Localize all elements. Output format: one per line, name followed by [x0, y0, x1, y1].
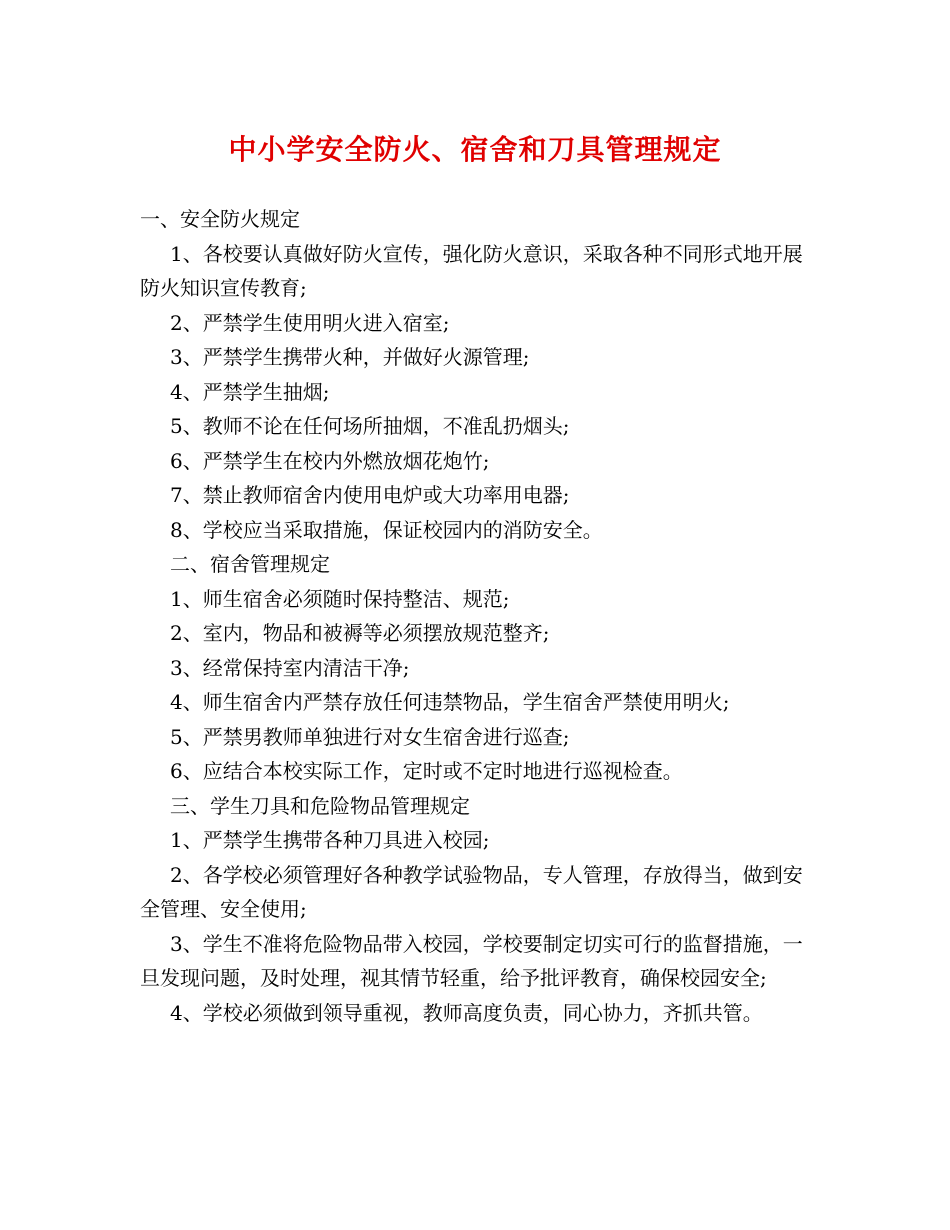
section-heading: 二、宿舍管理规定 [170, 552, 330, 576]
list-item: 4、师生宿舍内严禁存放任何违禁物品，学生宿舍严禁使用明火; [170, 690, 730, 714]
section-heading: 三、学生刀具和危险物品管理规定 [170, 793, 470, 818]
list-item: 6、应结合本校实际工作，定时或不定时地进行巡视检查。 [170, 759, 683, 783]
document-body [140, 202, 820, 1030]
list-item: 5、教师不论在任何场所抽烟，不准乱扔烟头; [170, 414, 570, 438]
section-heading: 一、安全防火规定 [140, 207, 300, 231]
list-item: 5、严禁男教师单独进行对女生宿舍进行巡查; [170, 724, 570, 749]
list-item: 3、经常保持室内清洁干净; [170, 655, 410, 680]
list-item: 8、学校应当采取措施，保证校园内的消防安全。 [170, 517, 603, 542]
list-item: 3、学生不准将危险物品带入校园，学校要制定切实可行的监督措施，一旦发现问题，及时处理，视其情节轻重，给予批评教育，确保校园安全; [140, 931, 803, 990]
list-item: 2、严禁学生使用明火进入宿室; [170, 310, 450, 335]
document-title: 中小学安全防火、宿舍和刀具管理规定 [228, 133, 722, 166]
list-item: 1、师生宿舍必须随时保持整洁、规范; [170, 586, 510, 611]
list-item: 4、学校必须做到领导重视，教师高度负责，同心协力，齐抓共管。 [170, 1000, 763, 1025]
list-item: 2、室内，物品和被褥等必须摆放规范整齐; [170, 621, 550, 645]
list-item: 1、各校要认真做好防火宣传，强化防火意识，采取各种不同形式地开展防火知识宣传教育; [140, 241, 803, 300]
list-item: 6、严禁学生在校内外燃放烟花炮竹; [170, 448, 490, 473]
list-item: 1、严禁学生携带各种刀具进入校园; [170, 828, 490, 852]
list-item: 2、各学校必须管理好各种教学试验物品，专人管理，存放得当，做到安全管理、安全使用; [140, 862, 803, 921]
list-item: 4、严禁学生抽烟; [170, 379, 330, 404]
list-item: 7、禁止教师宿舍内使用电炉或大功率用电器; [170, 483, 570, 507]
list-item: 3、严禁学生携带火种，并做好火源管理; [170, 345, 530, 369]
